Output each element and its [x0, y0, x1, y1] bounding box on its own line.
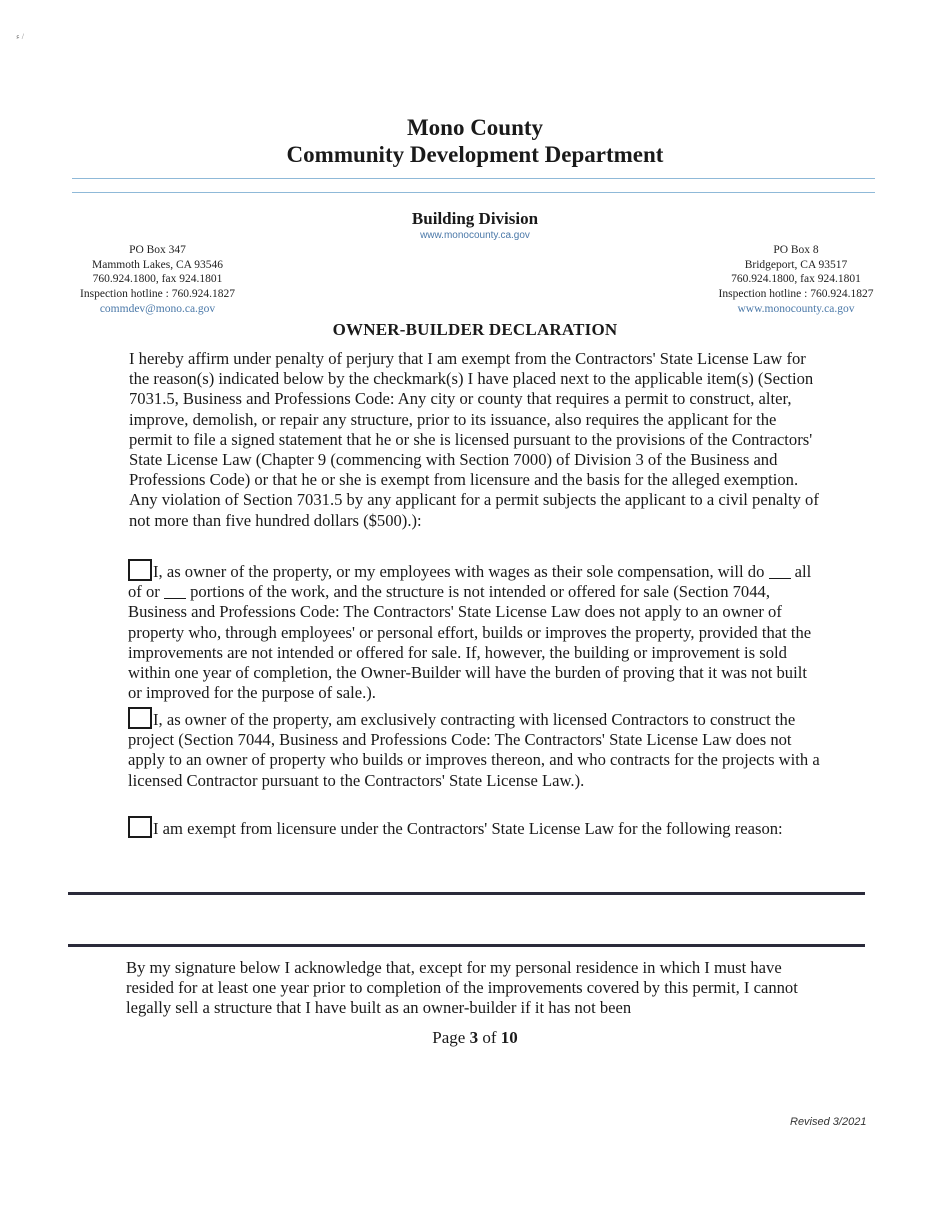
licensed-contractors-checkbox[interactable] [128, 707, 152, 729]
department-name: Community Development Department [286, 142, 664, 167]
office-address-line: PO Box 347 [129, 244, 186, 256]
division-block [0, 209, 950, 242]
office-mammoth-lakes [70, 243, 245, 317]
option-text: I, as owner of the property, am exclusively contracting with licensed Contractors to construct the project (Section 7044, Business and Professions Code: The Contractors' State License Law does not apply to an owner of property who builds or improves thereon, and who contracts for the projects with a licensed Contractor pursuant to the Contractors' State License Law.). [128, 710, 820, 790]
office-email-link[interactable]: commdev@mono.ca.gov [99, 302, 216, 315]
option-other-exemption [128, 816, 823, 839]
portions-blank[interactable] [164, 584, 186, 599]
option-text: portions of the work, and the structure is not intended or offered for sale (Section 7044, Business and Professions Code: The Contractors' State License Law does not apply to an owner of property who, through employees' or personal effort, builds or improves the property, provided that the improvements are not intended or offered for sale. If, however, the building or improvement is sold within one year of completion, the Owner-Builder will have the burden of proving that it was not built or improved for the purpose of sale.). [128, 582, 812, 703]
option-text: I am exempt from licensure under the Contractors' State License Law for the following reason: [153, 819, 783, 838]
declaration-intro: I hereby affirm under penalty of perjury that I am exempt from the Contractors' State License Law for the reason(s) indicated below by the checkmark(s) I have placed next to the applicable item(s) (Section 7031.5, Business and Professions Code: Any city or county that requires a permit to construct, alter, improve, demolish, or repair any structure, prior to its issuance, also requires the applicant for the permit to file a signed statement that he or she is licensed pursuant to the provisions of the Contractors' State License Law (Chapter 9 (commencing with Section 7000) of Division 3 of the Business and Professions Code) or that he or she is exempt from licensure and the basis for the alleged exemption. Any violation of Section 7031.5 by any applicant for a permit subjects the applicant to a civil penalty of not more than five hundred dollars ($500).): [129, 349, 819, 530]
revision-date: Revised 3/2021 [790, 1116, 867, 1128]
reason-line-2[interactable] [68, 944, 865, 947]
office-address-line: Bridgeport, CA 93517 [744, 258, 848, 271]
division-website-link[interactable]: www.monocounty.ca.gov [420, 230, 530, 241]
header-rule-bottom [72, 192, 875, 193]
division-name: Building Division [411, 209, 539, 228]
declaration-title: OWNER-BUILDER DECLARATION [332, 320, 618, 339]
scan-artifact: ء / [16, 32, 24, 41]
office-address-line: Mammoth Lakes, CA 93546 [92, 258, 223, 271]
all-of-blank[interactable] [769, 564, 791, 579]
page-header [0, 114, 950, 168]
office-hotline-line: Inspection hotline : 760.924.1827 [80, 288, 235, 301]
signature-acknowledgement: By my signature below I acknowledge that, except for my personal residence in which I must have resided for at least one year prior to completion of the improvements covered by this permit, I cannot legally sell a structure that I have built as an owner-builder if it has not been [126, 958, 798, 1018]
page-of-label: of [482, 1028, 497, 1047]
office-address-line: PO Box 8 [773, 244, 819, 256]
page-number [0, 1028, 950, 1048]
county-name: Mono County [406, 115, 544, 140]
owner-labor-checkbox[interactable] [128, 559, 152, 581]
option-owner-labor [128, 559, 823, 703]
office-website-link[interactable]: www.monocounty.ca.gov [737, 302, 855, 315]
reason-line-1[interactable] [68, 892, 865, 895]
option-text: all of or [128, 562, 812, 602]
office-bridgeport [707, 243, 885, 317]
page-total: 10 [500, 1028, 518, 1047]
page-current: 3 [469, 1028, 479, 1047]
other-exemption-checkbox[interactable] [128, 816, 152, 838]
office-phone-line: 760.924.1800, fax 924.1801 [731, 273, 861, 286]
option-text: I, as owner of the property, or my employees with wages as their sole compensation, will do [153, 562, 765, 581]
office-phone-line: 760.924.1800, fax 924.1801 [92, 273, 223, 286]
office-hotline-line: Inspection hotline : 760.924.1827 [718, 288, 874, 301]
page-label: Page [432, 1028, 466, 1047]
option-licensed-contractors [128, 707, 823, 791]
header-rule-top [72, 178, 875, 179]
